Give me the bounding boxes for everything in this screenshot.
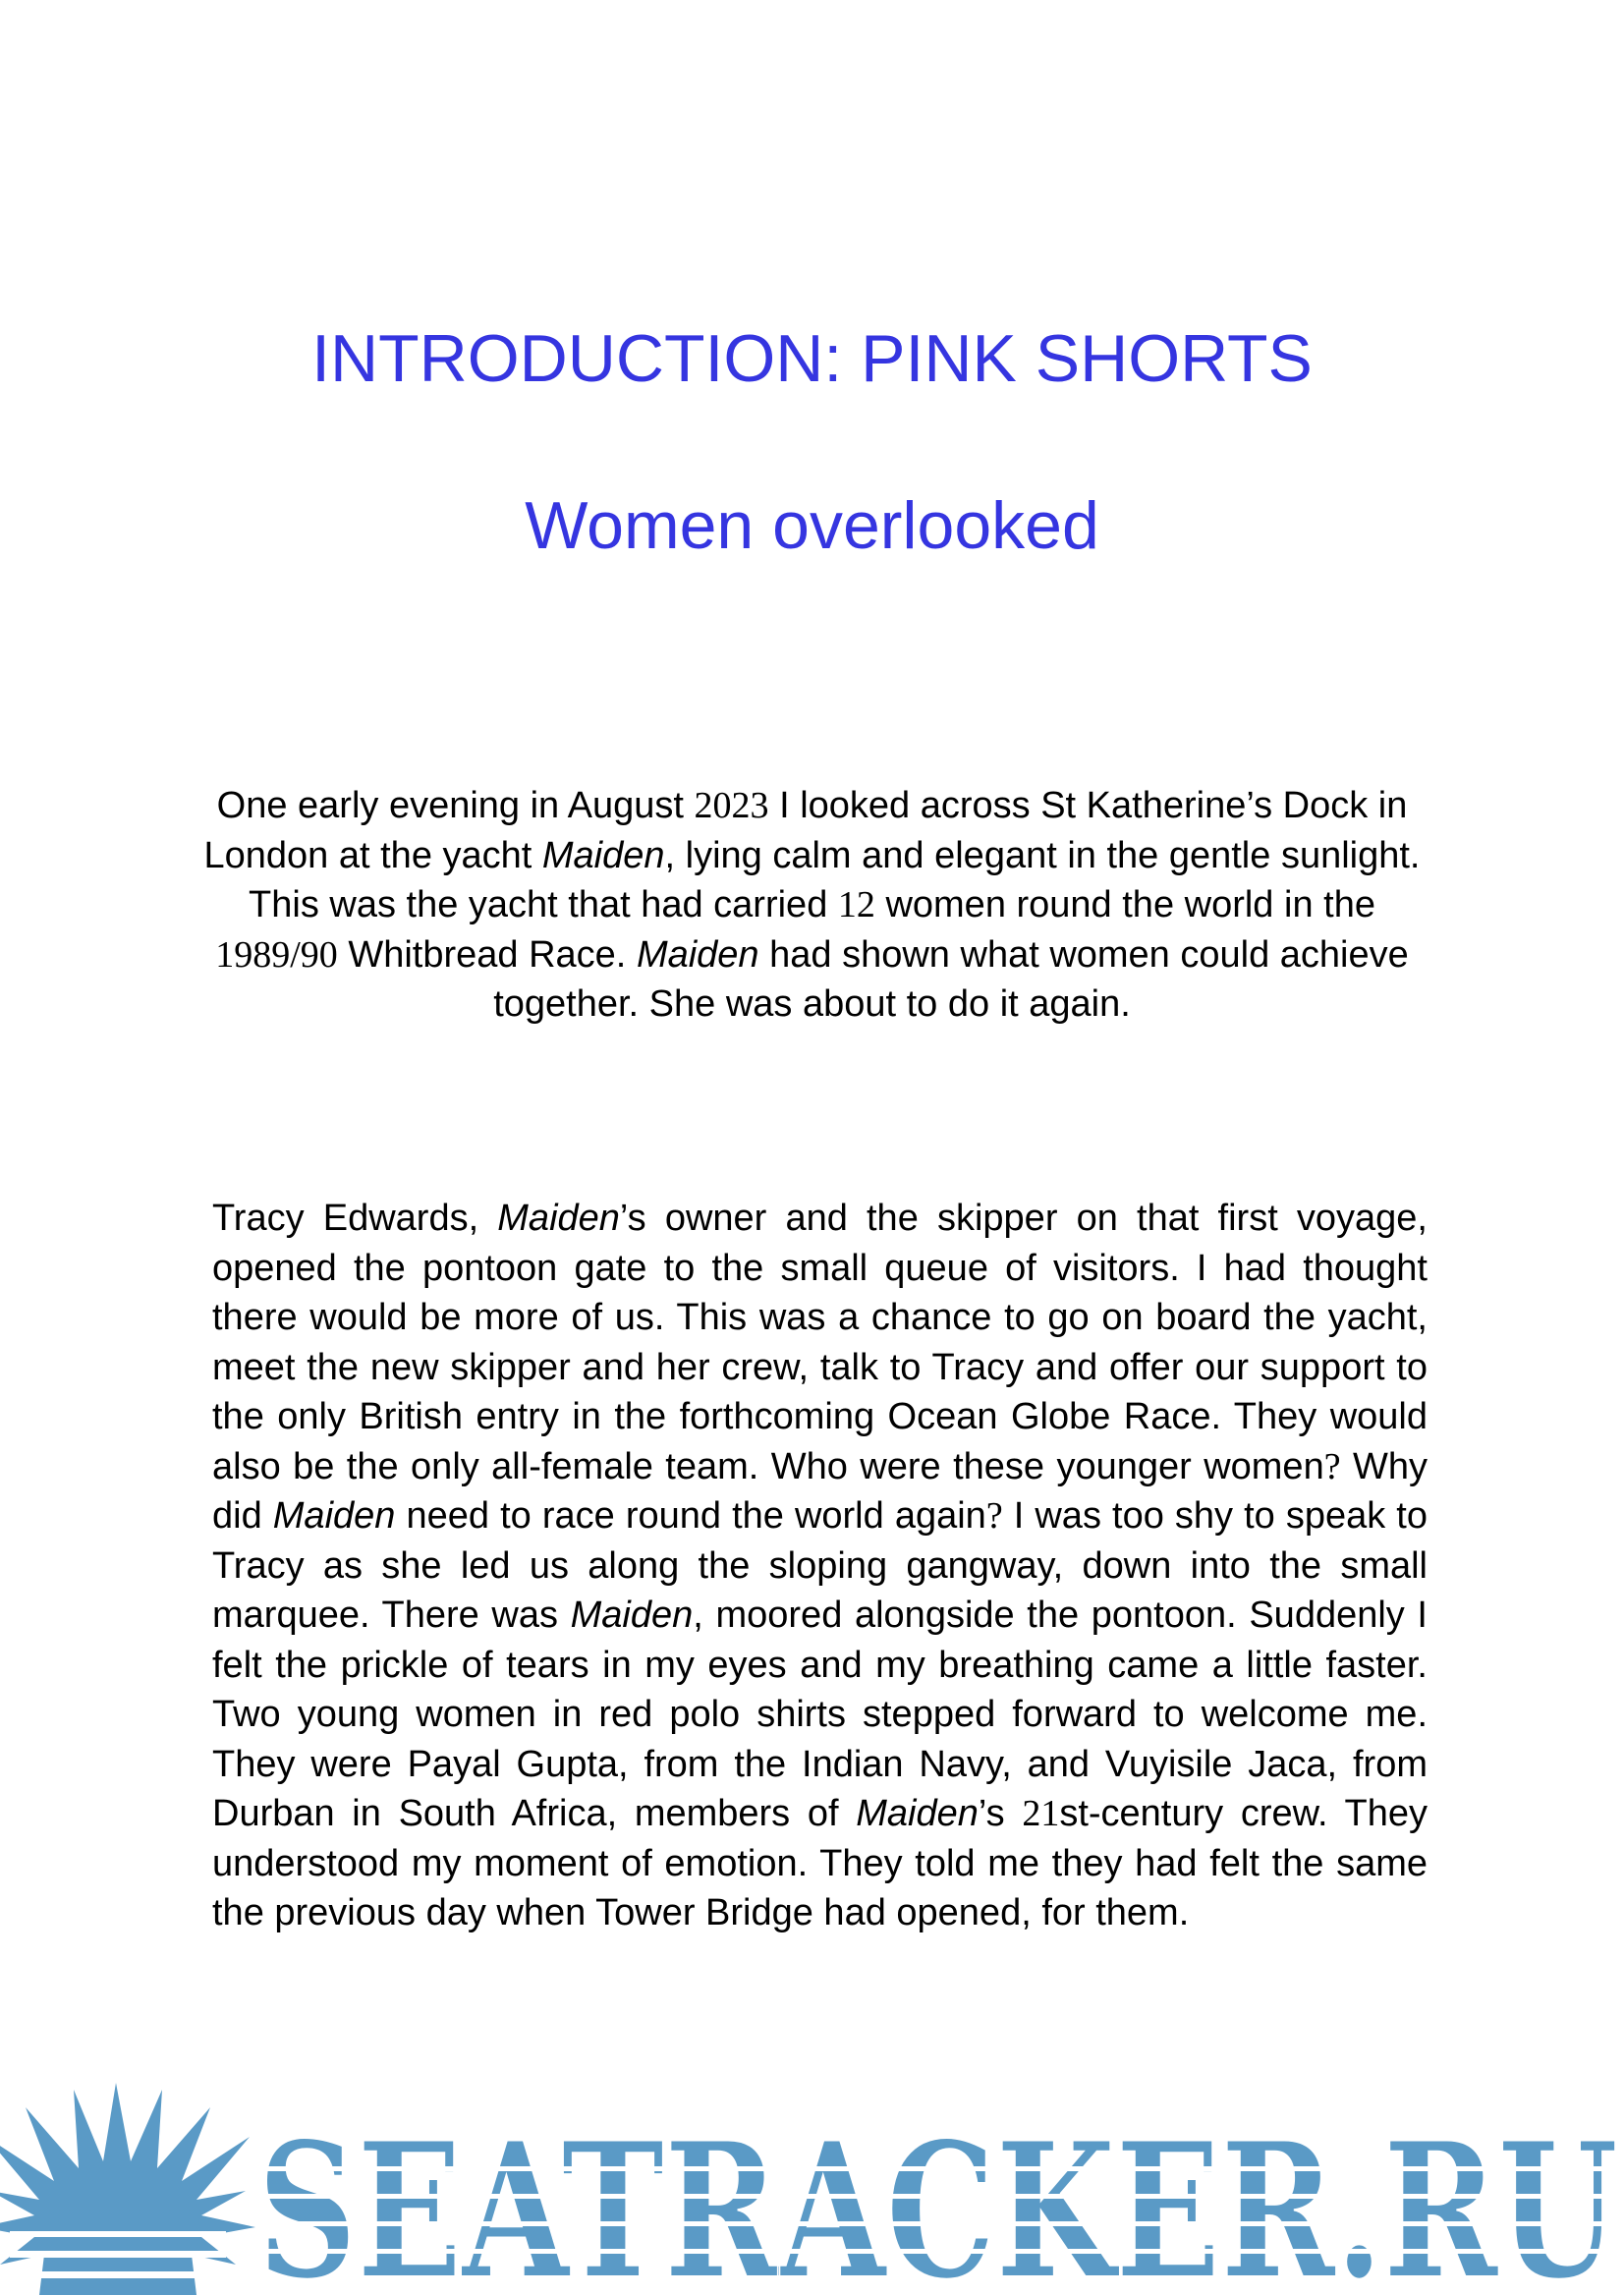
century-number: 21 [1022,1793,1060,1834]
yacht-name: Maiden [856,1793,979,1834]
text-run: women round the world in the [874,884,1375,925]
epigraph-paragraph [196,781,1428,1030]
text-run: I looked across St Katherine’s Dock in London at the yacht [203,785,1408,876]
text-run: Tracy Edwards, [212,1198,498,1239]
yacht-name: Maiden [541,834,665,876]
text-run: One early evening in August [216,785,695,826]
crew-count-number: 12 [837,884,875,925]
watermark [0,2068,1624,2295]
chapter-subtitle: Women overlooked [525,488,1099,563]
text-run: , lying calm and elegant in the gentle sunlight. This was the yacht that had carried [249,834,1421,925]
text-run: had shown what women could achieve together. She was about to do it again. [493,933,1409,1025]
text-run: ’s [978,1793,1023,1834]
text-run: , moored alongside the pontoon. Suddenly I felt the prickle of tears in my eyes and my breathing came a little faster. Two young women in red polo shirts stepped forward to welcome me. They were Payal Gupta, from the Indian Navy, and Vuyisile Jaca, from Durban in South Africa, members of [212,1595,1428,1834]
yacht-name: Maiden [636,933,759,976]
text-run: st-century crew. They understood my moment of emotion. They told me they had felt the same the previous day when Tower Bridge had opened, for them. [212,1793,1428,1933]
body-paragraph [212,1194,1428,1938]
text-run: ’s owner and the skipper on that first voyage, opened the pontoon gate to the small queue of visitors. I had thought there would be more of us. This was a chance to go on board the yacht, meet the new skipper and her crew, talk to Tracy and offer our support to the only British entry in the forthcoming Ocean Globe Race. They would also be the only all-female team. Who were these younger women [212,1198,1428,1487]
chapter-title: INTRODUCTION: PINK SHORTS [311,321,1313,396]
text-run: Whitbread Race. [337,933,637,976]
text-run: Why did [212,1445,1428,1537]
text-run: I was too shy to speak to Tracy as she led us along the sloping gangway, down into the small marquee. There was [212,1495,1428,1636]
yacht-name: Maiden [570,1595,694,1636]
question-mark: ? [985,1495,1003,1537]
yacht-name: Maiden [497,1198,620,1239]
text-run: need to race round the world again [395,1495,986,1537]
race-year-number: 1989/90 [215,933,338,976]
question-mark: ? [1323,1445,1341,1487]
year-number: 2023 [694,785,769,826]
sun-logo-icon [0,2083,255,2295]
yacht-name: Maiden [272,1495,396,1537]
